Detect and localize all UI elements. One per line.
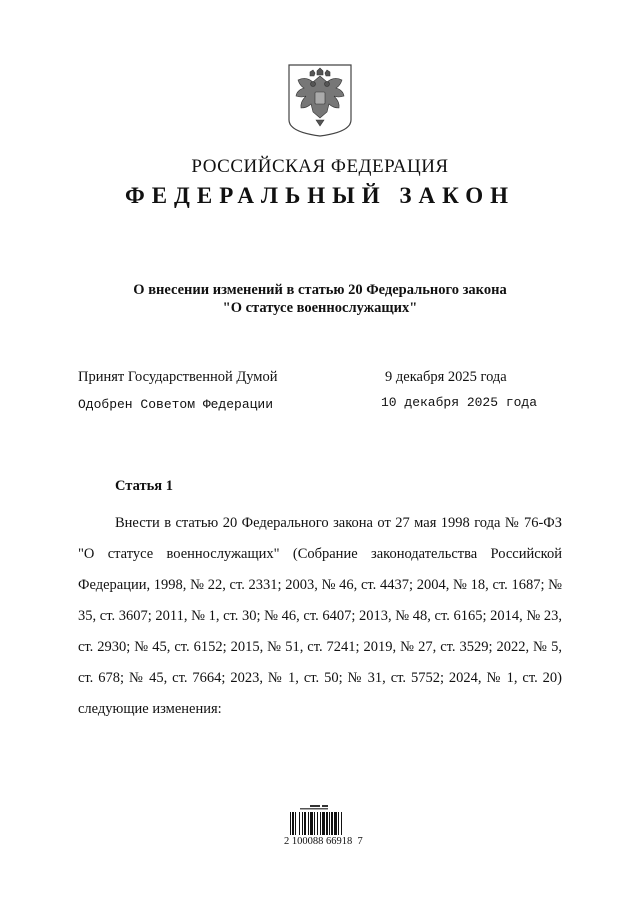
law-title-line-2: "О статусе военнослужащих" — [222, 300, 418, 316]
article-body: Внести в статью 20 Федерального закона от 27 мая 1998 года № 76-ФЗ "О статусе военнослужащих" (Собрание законодательства Российской Федерации, 1998, № 22, ст. 2331; 2003, № 46, ст. 4437; 2004, № 18, ст. 1687; № 35, ст. 3607; 2011, № 1, ст. 30; № 46, ст. 6407; 2013, № 48, ст. 6165; 2014, № 23, ст. 2930; № 45, ст. 6152; 2015, № 51, ст. 7241; 2019, № 27, ст. 3529; 2022, № 5, ст. 678; № 45, ст. 7664; 2023, № 1, ст. 50; № 31, ст. 5752; 2024, № 1, ст. 20) следующие изменения: — [78, 515, 562, 717]
coat-of-arms-icon — [286, 62, 354, 138]
law-type-heading: ФЕДЕРАЛЬНЫЙ ЗАКОН — [124, 183, 516, 208]
article-heading: Статья 1 — [115, 478, 173, 494]
council-approval-date: 10 декабря 2025 года — [381, 395, 538, 410]
law-title-line-1: О внесении изменений в статью 20 Федерального закона — [133, 282, 507, 298]
barcode-number: 2 100088 66918 7 — [284, 836, 363, 847]
country-name: РОССИЙСКАЯ ФЕДЕРАЦИЯ — [191, 156, 449, 177]
council-approval-label: Одобрен Советом Федерации — [78, 397, 274, 412]
duma-adoption-label: Принят Государственной Думой — [78, 369, 278, 385]
duma-adoption-date: 9 декабря 2025 года — [385, 369, 507, 385]
barcode-icon — [288, 803, 372, 861]
law-title — [60, 281, 580, 317]
